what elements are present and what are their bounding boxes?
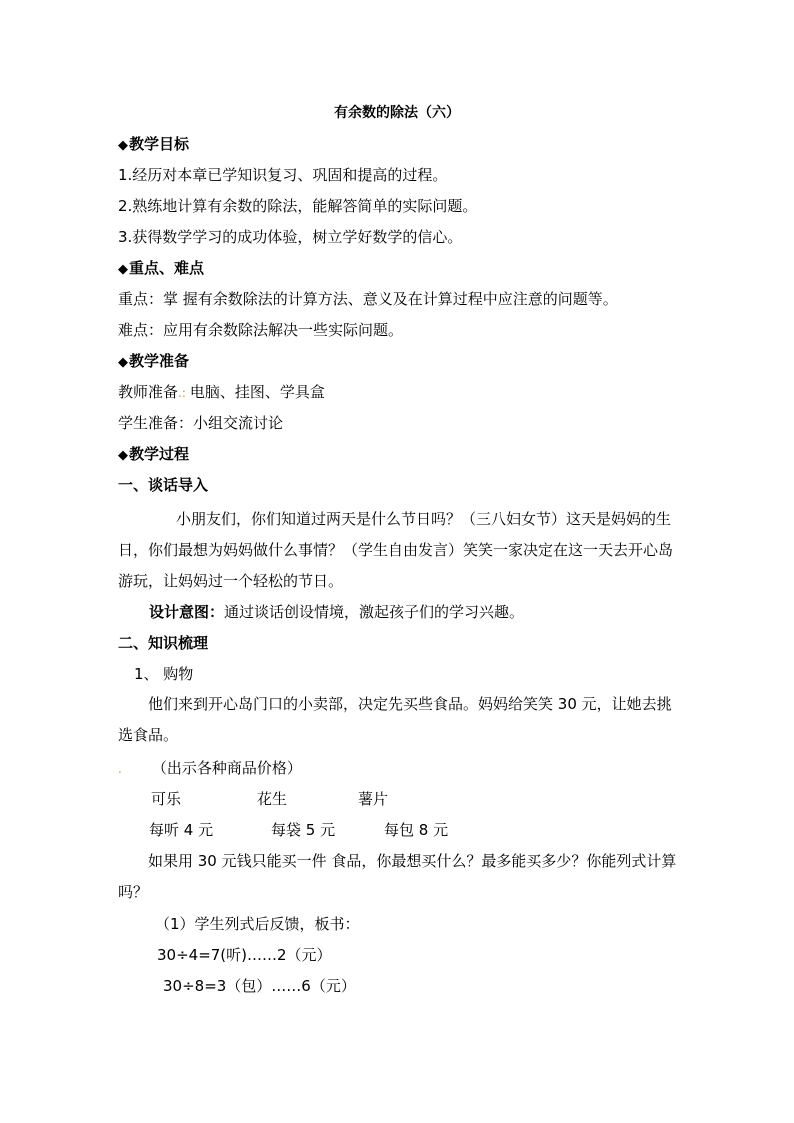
diamond-bullet-icon: ◆ [118, 448, 128, 463]
diamond-bullet-icon: ◆ [118, 138, 128, 153]
design-intent: 设计意图：通过谈话创设情境，激起孩子们的学习兴趣。 [149, 603, 525, 621]
goal-item-3: 3.获得数学学习的成功体验，树立学好数学的信心。 [118, 228, 463, 246]
key-points-heading: ◆重点、难点 [118, 259, 205, 277]
question-paragraph: 如果用 30 元钱只能买一件 食品，你最想买什么？最多能买多少？你能列式计算吗？ [118, 852, 677, 901]
process-heading: ◆教学过程 [118, 445, 190, 463]
price-cola: 每听 4 元 [149, 821, 214, 839]
section-1-heading: 一、谈话导入 [118, 476, 209, 494]
section-2-heading: 二、知识梳理 [118, 634, 209, 652]
mark-dot-icon: . [118, 762, 122, 776]
feedback-line: （1）学生列式后反馈，板书： [155, 915, 360, 933]
preparation-heading: ◆教学准备 [118, 352, 190, 370]
product-cola: 可乐 [151, 790, 182, 808]
goal-item-2: 2.熟练地计算有余数的除法，能解答简单的实际问题。 [118, 197, 478, 215]
diamond-bullet-icon: ◆ [118, 355, 128, 370]
page-title: 有余数的除法（六） [334, 105, 460, 121]
product-peanut: 花生 [257, 790, 288, 808]
difficulty-point: 难点：应用有余数除法解决一些实际问题。 [118, 321, 404, 339]
diamond-bullet-icon: ◆ [118, 262, 128, 277]
price-chips: 每包 8 元 [384, 821, 449, 839]
goal-item-1: 1.经历对本章已学知识复习、巩固和提高的过程。 [118, 166, 448, 184]
show-prices-line: . （出示各种商品价格） [118, 759, 302, 777]
subsection-shopping: 1、 购物 [134, 665, 194, 683]
section-1-paragraph: 小朋友们，你们知道过两天是什么节日吗？（三八妇女节）这天是妈妈的生日，你们最想为妈妈做什么事情？（学生自由发言）笑笑一家决定在这一天去开心岛游玩，让妈妈过一个轻松的节日。 [118, 510, 674, 590]
teacher-preparation: 教师准备.: 电脑、挂图、学具盒 [118, 383, 325, 401]
key-point: 重点：掌 握有余数除法的计算方法、意义及在计算过程中应注意的问题等。 [118, 290, 618, 308]
student-preparation: 学生准备：小组交流讨论 [118, 414, 284, 432]
equation-2: 30÷8=3（包）……6（元） [163, 977, 356, 995]
equation-1: 30÷4=7(听)……2（元） [157, 946, 332, 964]
price-peanut: 每袋 5 元 [271, 821, 336, 839]
mark-dot-icon: .: [178, 386, 186, 400]
shopping-paragraph: 他们来到开心岛门口的小卖部，决定先买些食品。妈妈给笑笑 30 元，让她去挑选食品。 [118, 695, 672, 744]
goals-heading: ◆教学目标 [118, 135, 190, 153]
product-chips: 薯片 [358, 790, 389, 808]
